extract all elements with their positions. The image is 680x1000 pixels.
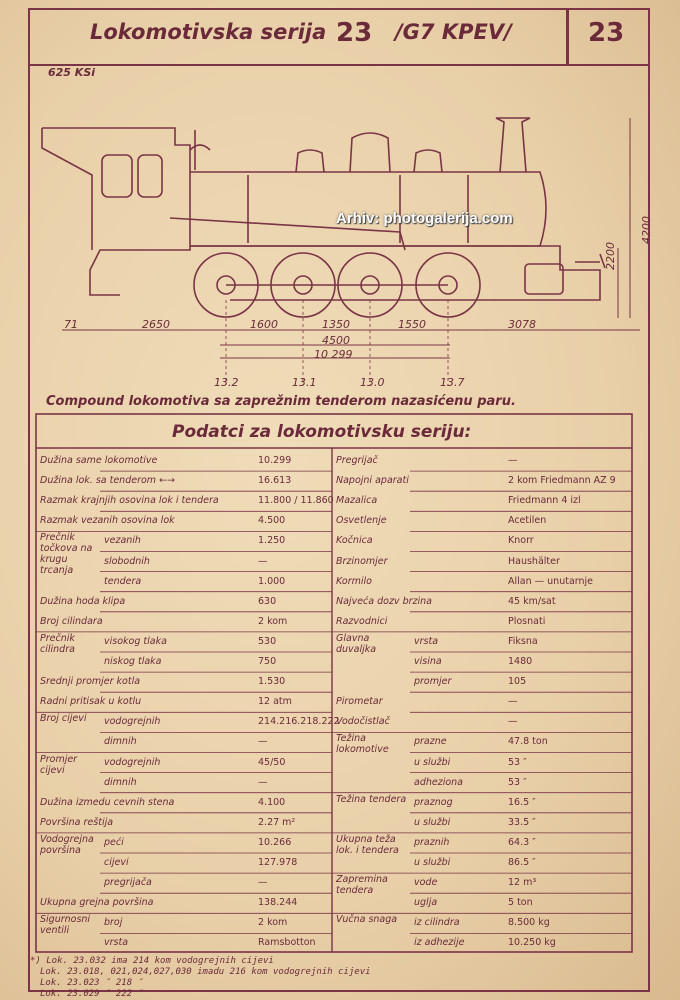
right-group-label: Zapremina tendera [336,874,388,897]
left-row-value: 10.299 [258,455,292,466]
left-row-label: pregrijača [104,877,152,889]
right-group-label: Ukupna teža lok. i tendera [336,833,399,856]
right-row-value: 64.3 ″ [508,836,536,848]
left-row-label: Dužina izmedu cevnih stena [40,796,175,808]
right-row-label: vode [414,877,438,889]
right-group-label: Vučna snaga [336,914,398,926]
left-row-label: cijevi [104,857,129,868]
left-row-value: 750 [258,656,277,667]
right-row-value: 2 kom Friedmann AZ 9 [508,475,616,487]
left-row-label: Broj cilindara [40,615,103,627]
right-row-value: 12 m³ [508,877,537,889]
left-row-label: dimnih [104,776,137,788]
left-row-value: 214.216.218.222 [258,716,340,728]
left-row-value: 1.530 [258,676,286,688]
right-row-value: 5 ton [508,897,533,909]
left-row-value: 16.613 [258,475,292,487]
dim-d2: 1600 [250,318,278,331]
left-row-value: 4.500 [258,515,286,527]
left-row-value: 630 [258,595,277,607]
right-row-value: 1480 [508,656,533,667]
dim-height2: 4200 [640,216,653,244]
right-row-value: 105 [508,676,527,688]
axle-load-4: 13.7 [440,376,465,389]
dim-d4: 1550 [398,318,426,331]
right-row-label: Najveća dozv brzina [336,595,432,607]
right-row-value: — [508,455,518,466]
right-row-label: prazne [414,736,447,748]
left-group-label: Promjer cijevi [40,753,78,776]
left-row-label: Razmak vezanih osovina lok [40,515,175,527]
right-row-label: vrsta [414,635,439,647]
right-row-value: Friedmann 4 izl [508,495,581,507]
header-series-number: 23 [336,18,373,48]
right-row-label: promjer [414,676,452,688]
right-row-value: — [508,696,518,708]
left-row-label: vodogrejnih [104,756,161,768]
right-group-label: Težina lokomotive [336,733,389,756]
right-row-value: Allan — unutarnje [508,575,594,587]
right-row-value: 8.500 kg [508,917,550,929]
table-title: Podatci za lokomotivsku seriju: [172,422,472,442]
drawing-code-label: 625 KSi [48,66,96,79]
right-row-label: Osvetlenje [336,515,387,527]
axle-load-2: 13.1 [292,376,317,389]
left-row-value: Ramsbotton [258,937,316,949]
right-row-label: u službi [414,816,451,828]
left-row-label: vodogrejnih [104,716,161,728]
dim-height1: 2200 [604,242,617,270]
left-row-label: vezanih [104,535,141,547]
left-row-value: 1.250 [258,535,286,547]
archive-watermark: Arhiv: photogalerija.com [336,210,513,227]
left-row-value: 4.100 [258,796,286,808]
right-row-label: visina [414,656,442,667]
header-title: Lokomotivska serija [90,20,327,44]
left-row-value: 10.266 [258,836,292,848]
left-row-value: 2 kom [258,615,288,627]
right-row-label: uglja [414,897,438,909]
footnote-3: Lok. 23.023 ″ 218 ″ [40,978,143,988]
right-row-value: 45 km/sat [508,595,556,607]
footnote-2: Lok. 23.018, 021,024,027,030 imadu 216 kom vodogrejnih cijevi [40,967,371,977]
right-row-value: 86.5 ″ [508,857,536,868]
left-row-label: vrsta [104,937,129,949]
right-row-value: 53 ″ [508,776,527,788]
dim-total: 10 299 [314,348,353,361]
footnote-1: *) Lok. 23.032 ima 214 kom vodogrejnih cijevi [30,956,274,966]
left-row-label: tendera [104,575,142,587]
left-row-label: slobodnih [104,555,150,567]
dim-wheelbase: 4500 [322,334,350,347]
header-classification: /G7 KPEV/ [395,20,512,44]
left-row-label: peći [104,836,124,848]
left-row-label: Ukupna grejna površina [40,897,154,909]
left-row-value: 1.000 [258,575,286,587]
right-group-label: Glavna duvaljka [336,632,377,655]
right-row-label: praznog [414,796,453,808]
right-row-label: Razvodnici [336,615,388,627]
right-row-value: 10.250 kg [508,937,556,949]
right-row-label: adheziona [414,776,463,788]
dim-d5: 3078 [508,318,536,331]
left-group-label: Prečnik točkova na krugu trcanja [40,532,93,577]
drawing-caption: Compound lokomotiva sa zaprežnim tenderom nazasićenu paru. [46,394,516,409]
right-row-value: Knorr [508,535,534,547]
left-row-value: 138.244 [258,897,298,909]
right-row-label: praznih [414,836,450,848]
left-row-label: Radni pritisak u kotlu [40,696,142,708]
left-row-value: 2 kom [258,917,288,929]
left-row-label: dimnih [104,736,137,748]
dim-front: 71 [64,318,78,331]
axle-load-3: 13.0 [360,376,385,389]
left-row-label: Srednji promjer kotla [40,676,141,688]
right-row-value: 33.5 ″ [508,816,536,828]
left-row-label: Površina reštija [40,816,114,828]
right-row-label: Kormilo [336,575,372,587]
right-row-value: Haushälter [508,555,560,567]
right-row-label: Kočnica [336,535,373,547]
left-row-value: — [258,736,268,748]
left-group-label: Prečnik cilindra [40,632,75,655]
axle-load-1: 13.2 [214,376,239,389]
right-group-label: Težina tendera [336,793,407,805]
right-row-label: Brzinomjer [336,555,388,567]
left-row-value: 11.800 / 11.860 [258,495,334,507]
left-group-label: Sigurnosni ventili [40,914,91,937]
left-row-label: niskog tlaka [104,656,162,667]
right-row-label: Mazalica [336,495,378,507]
right-row-value: Plosnati [508,615,546,627]
left-row-label: Razmak krajnjih osovina lok i tendera [40,495,219,507]
right-row-value: Acetilen [508,515,547,527]
left-row-value: — [258,555,268,567]
left-row-value: 127.978 [258,857,298,868]
left-row-value: — [258,877,268,889]
right-row-label: u službi [414,857,451,868]
left-row-value: 45/50 [258,756,286,768]
right-row-value: — [508,716,518,728]
left-group-label: Broj cijevi [40,713,87,725]
right-row-value: 16.5 ″ [508,796,536,808]
left-group-label: Vodogrejna površina [40,833,94,856]
right-row-label: Napojni aparati [336,475,409,487]
left-row-value: 2.27 m² [258,816,296,828]
right-row-value: 53 ″ [508,756,527,768]
right-row-value: 47.8 ton [508,736,548,748]
left-row-label: Dužina same lokomotive [40,455,158,466]
dim-d3: 1350 [322,318,350,331]
left-row-label: visokog tlaka [104,635,167,647]
page-number: 23 [588,18,625,48]
footnote-4: Lok. 23.029 ″ 222 ″ [40,989,143,999]
left-row-label: Dužina hoda klipa [40,595,126,607]
right-row-label: Vodočistlač [336,716,390,728]
right-row-label: iz cilindra [414,917,460,929]
right-row-label: iz adhezije [414,937,465,949]
dim-d1: 2650 [142,318,170,331]
left-row-value: 530 [258,635,277,647]
left-row-label: Dužina lok. sa tenderom ←→ [40,475,175,487]
left-row-value: — [258,776,268,788]
right-row-label: Pirometar [336,696,383,708]
right-row-label: u službi [414,756,451,768]
left-row-value: 12 atm [258,696,292,708]
right-row-label: Pregrijač [336,455,378,466]
right-row-value: Fiksna [508,635,538,647]
left-row-label: broj [104,917,123,929]
